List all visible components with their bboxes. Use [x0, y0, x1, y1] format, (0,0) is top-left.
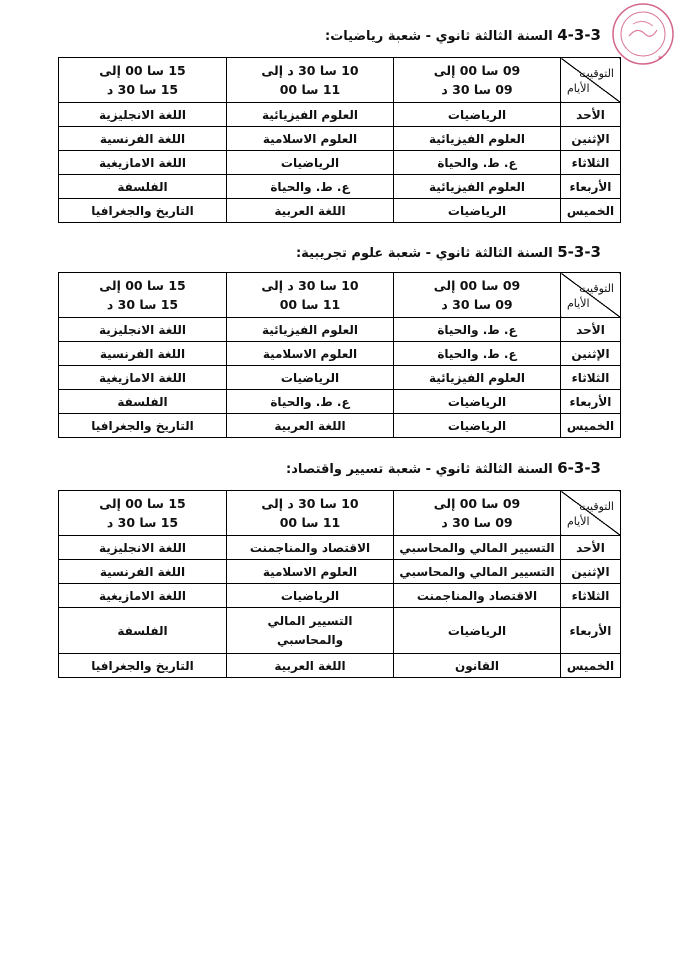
subject-cell: الرياضيات [394, 390, 561, 414]
subject-cell: اللغة الامازيغية [59, 366, 227, 390]
subject-cell: اللغة الفرنسية [59, 342, 227, 366]
day-cell: الخميس [561, 654, 621, 678]
subject-cell: اللغة العربية [227, 414, 394, 438]
table-row [59, 366, 621, 390]
subject-cell: العلوم الاسلامية [227, 127, 394, 151]
subject-cell: اللغة العربية [227, 199, 394, 223]
table-row [59, 342, 621, 366]
subject-cell: اللغة الامازيغية [59, 151, 227, 175]
schedule-table-management-economics [58, 490, 621, 678]
subject-cell: ع. ط. والحياة [394, 342, 561, 366]
subject-cell: اللغة الامازيغية [59, 584, 227, 608]
corner-time-label: التوقيت [579, 282, 614, 295]
subject-cell: التسيير المالي والمحاسبي [227, 608, 394, 654]
day-cell: الإثنين [561, 560, 621, 584]
corner-cell [561, 491, 621, 536]
table-row [59, 608, 621, 654]
table-row [59, 175, 621, 199]
subject-cell: الرياضيات [227, 584, 394, 608]
subject-cell: الاقتصاد والمناجمنت [394, 584, 561, 608]
subject-cell: اللغة الفرنسية [59, 127, 227, 151]
corner-time-label: التوقيت [579, 67, 614, 80]
subject-cell: اللغة الانجليزية [59, 536, 227, 560]
subject-cell: العلوم الفيزيائية [227, 103, 394, 127]
time-slot-header: 09 سا 00 إلى 09 سا 30 د [394, 491, 561, 536]
subject-cell: العلوم الفيزيائية [394, 127, 561, 151]
day-cell: الخميس [561, 414, 621, 438]
subject-cell: الرياضيات [394, 199, 561, 223]
table-row [59, 536, 621, 560]
day-cell: الأحد [561, 318, 621, 342]
schedule-table-math [58, 57, 621, 223]
table-row [59, 199, 621, 223]
subject-cell: الرياضيات [394, 414, 561, 438]
day-cell: الثلاثاء [561, 366, 621, 390]
time-slot-header: 10 سا 30 د إلى 11 سا 00 [227, 491, 394, 536]
day-cell: الأربعاء [561, 390, 621, 414]
subject-cell: القانون [394, 654, 561, 678]
subject-cell: اللغة الانجليزية [59, 318, 227, 342]
corner-cell [561, 58, 621, 103]
day-cell: الأحد [561, 536, 621, 560]
subject-cell: اللغة الانجليزية [59, 103, 227, 127]
time-slot-header: 15 سا 00 إلى 15 سا 30 د [59, 491, 227, 536]
section-number: 4-3-3 [557, 26, 601, 44]
day-cell: الأربعاء [561, 175, 621, 199]
section-title-management-economics [286, 459, 601, 477]
subject-cell: الفلسفة [59, 175, 227, 199]
subject-cell: اللغة الفرنسية [59, 560, 227, 584]
section-heading: السنة الثالثة ثانوي - شعبة رياضيات: [325, 29, 553, 44]
subject-cell: العلوم الفيزيائية [394, 175, 561, 199]
table-row [59, 584, 621, 608]
subject-cell: الاقتصاد والمناجمنت [227, 536, 394, 560]
table-row [59, 151, 621, 175]
corner-days-label: الأيام [567, 297, 590, 310]
section-title-experimental-sciences [296, 243, 601, 261]
subject-cell: التسيير المالي والمحاسبي [394, 536, 561, 560]
subject-cell: ع. ط. والحياة [227, 175, 394, 199]
time-slot-header: 15 سا 00 إلى 15 سا 30 د [59, 273, 227, 318]
subject-cell: التاريخ والجغرافيا [59, 199, 227, 223]
time-slot-header: 09 سا 00 إلى 09 سا 30 د [394, 273, 561, 318]
time-slot-header: 15 سا 00 إلى 15 سا 30 د [59, 58, 227, 103]
table-row [59, 414, 621, 438]
day-cell: الثلاثاء [561, 584, 621, 608]
table-row [59, 560, 621, 584]
subject-cell: العلوم الاسلامية [227, 342, 394, 366]
day-cell: الإثنين [561, 127, 621, 151]
subject-cell: الرياضيات [394, 103, 561, 127]
subject-cell: الرياضيات [227, 366, 394, 390]
subject-cell: اللغة العربية [227, 654, 394, 678]
section-title-math [325, 26, 601, 44]
subject-cell: الرياضيات [394, 608, 561, 654]
section-heading: السنة الثالثة ثانوي - شعبة علوم تجريبية: [295, 246, 553, 261]
subject-cell: الرياضيات [227, 151, 394, 175]
table-header-row [59, 491, 621, 536]
corner-days-label: الأيام [567, 82, 590, 95]
subject-cell: العلوم الاسلامية [227, 560, 394, 584]
schedule-table-experimental-sciences [58, 272, 621, 438]
table-row [59, 103, 621, 127]
subject-cell: الفلسفة [59, 390, 227, 414]
table-header-row [59, 273, 621, 318]
table-row [59, 390, 621, 414]
subject-cell: الفلسفة [59, 608, 227, 654]
corner-days-label: الأيام [567, 515, 590, 528]
table-row [59, 127, 621, 151]
subject-cell: ع. ط. والحياة [394, 151, 561, 175]
day-cell: الأحد [561, 103, 621, 127]
day-cell: الأربعاء [561, 608, 621, 654]
time-slot-header: 10 سا 30 د إلى 11 سا 00 [227, 58, 394, 103]
day-cell: الإثنين [561, 342, 621, 366]
table-row [59, 318, 621, 342]
time-slot-header: 09 سا 00 إلى 09 سا 30 د [394, 58, 561, 103]
subject-cell: العلوم الفيزيائية [394, 366, 561, 390]
time-slot-header: 10 سا 30 د إلى 11 سا 00 [227, 273, 394, 318]
section-number: 6-3-3 [557, 459, 601, 477]
subject-cell: التسيير المالي والمحاسبي [394, 560, 561, 584]
subject-cell: العلوم الفيزيائية [227, 318, 394, 342]
section-number: 5-3-3 [557, 243, 601, 261]
table-row [59, 654, 621, 678]
day-cell: الخميس [561, 199, 621, 223]
subject-cell: ع. ط. والحياة [227, 390, 394, 414]
svg-text:✶: ✶ [657, 54, 663, 62]
subject-cell: التاريخ والجغرافيا [59, 654, 227, 678]
section-heading: السنة الثالثة ثانوي - شعبة تسيير واقتصاد: [286, 462, 553, 477]
corner-cell [561, 273, 621, 318]
subject-cell: ع. ط. والحياة [394, 318, 561, 342]
corner-time-label: التوقيت [579, 500, 614, 513]
day-cell: الثلاثاء [561, 151, 621, 175]
subject-cell: التاريخ والجغرافيا [59, 414, 227, 438]
table-header-row [59, 58, 621, 103]
